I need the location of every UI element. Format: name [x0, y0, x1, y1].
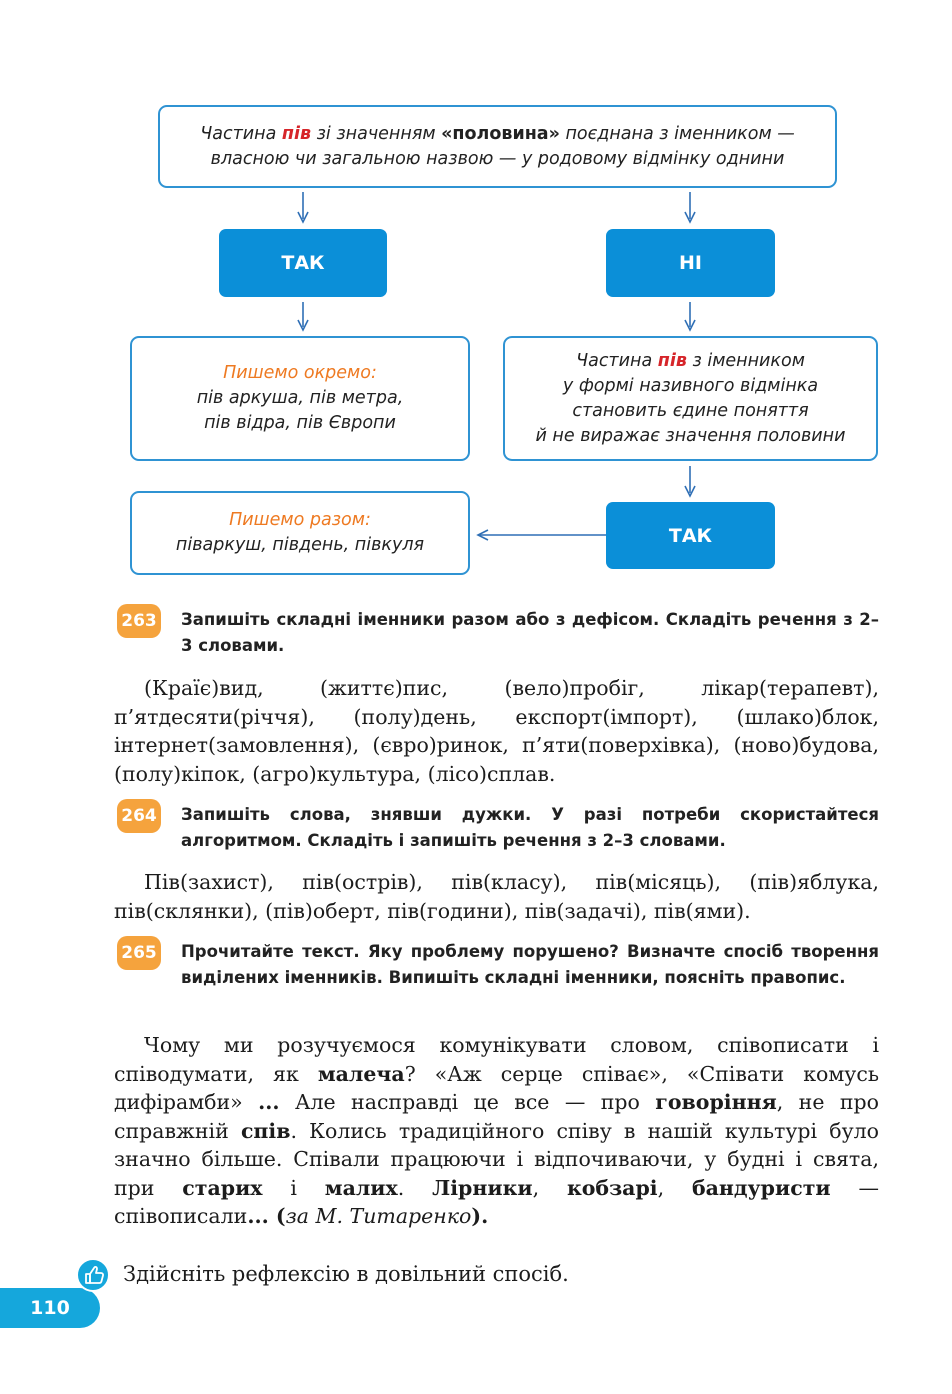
together-examples: піваркуш, південь, півкуля [175, 535, 425, 555]
exercise-task: Запишіть складні іменники разом або з дефісом. Складіть речення з 2–3 словами. [181, 610, 879, 655]
nominative-line-2: у формі називного відмінка [562, 375, 819, 396]
exercise-text [114, 1031, 879, 1231]
exercise-task: Запишіть слова, знявши дужки. У разі потреби скористайтеся алгоритмом. Складіть і запишіть речення з 2–3 словами. [181, 805, 879, 850]
page-number: 110 [0, 1288, 100, 1328]
condition-prefix: Частина [200, 123, 282, 144]
piv-highlight: пів [281, 123, 312, 144]
nominative-box [503, 336, 878, 461]
arrow-down-icon [683, 192, 697, 224]
reflection-prompt: Здійсніть рефлексію в довільний спосіб. [123, 1262, 569, 1286]
condition-line-2: власною чи загальною назвою — у родовому відмінку однини [210, 148, 785, 169]
no-box: НІ [606, 229, 775, 297]
exercise-paragraph: (Країє)вид, (життє)пис, (вело)пробіг, лікар(терапевт), п’ятдесяти(річчя), (полу)день, експорт(імпорт), (шлако)блок, інтернет(замовлення), (євро)ринок, п’яти(поверхівка), (ново)будова, (полу)кіпок, (агро)культура, (лісо)сплав. [114, 676, 879, 786]
yes-box-2: ТАК [606, 502, 775, 569]
exercise-number-badge: 265 [117, 936, 161, 970]
exercise-number-badge: 264 [117, 799, 161, 833]
polovyna-term: «половина» [441, 123, 560, 144]
arrow-down-icon [296, 302, 310, 332]
arrow-left-icon [476, 527, 606, 543]
exercise-number-badge: 263 [117, 604, 161, 638]
separately-heading: Пишемо окремо: [223, 363, 377, 383]
together-heading: Пишемо разом: [229, 510, 371, 530]
write-together-box [130, 491, 470, 575]
nominative-line-1 [576, 349, 805, 374]
condition-suffix: поєднана з іменником — [559, 123, 795, 144]
exercise-paragraph: Пів(захист), пів(острів), пів(класу), пів(місяць), (пів)яблука, пів(склянки), (пів)оберт, пів(години), пів(задачі), пів(ями). [114, 870, 879, 923]
write-separately-box [130, 336, 470, 461]
arrow-down-icon [683, 302, 697, 332]
piv-highlight: пів [657, 350, 687, 371]
thumbs-up-icon [76, 1258, 110, 1292]
exercise-task: Прочитайте текст. Яку проблему порушено? Визначте спосіб творення виділених іменників. Випишіть складні іменники, поясніть правопис. [181, 942, 879, 987]
nominative-line-4: й не виражає значення половини [535, 425, 846, 446]
yes-box: ТАК [219, 229, 387, 297]
condition-box [158, 105, 837, 188]
nominative-prefix: Частина [576, 350, 658, 371]
separately-example-1: пів аркуша, пів метра, [196, 388, 404, 408]
condition-line-1 [200, 122, 794, 147]
arrow-down-icon [683, 466, 697, 498]
nominative-line-3: становить єдине поняття [572, 400, 809, 421]
condition-middle: зі значенням [311, 123, 442, 144]
exercise-text [114, 674, 879, 788]
nominative-suffix: з іменником [686, 350, 805, 371]
exercise-text [114, 868, 879, 925]
arrow-down-icon [296, 192, 310, 224]
exercise-paragraph: Чому ми розучуємося комунікувати словом, співописати і співодумати, як малеча? «Аж серце співає», «Співати комусь дифірамби» ... Але насправді це все — про говоріння, не про справжній спів. Колись традиційного співу в нашій культурі було значно більше. Співали працюючи і відпочиваючи, у будні і свята, при старих і малих. Лірники, кобзарі, бандуристи — співописали... (за М. Титаренко). [114, 1033, 879, 1228]
separately-example-2: пів відра, пів Європи [204, 413, 396, 433]
